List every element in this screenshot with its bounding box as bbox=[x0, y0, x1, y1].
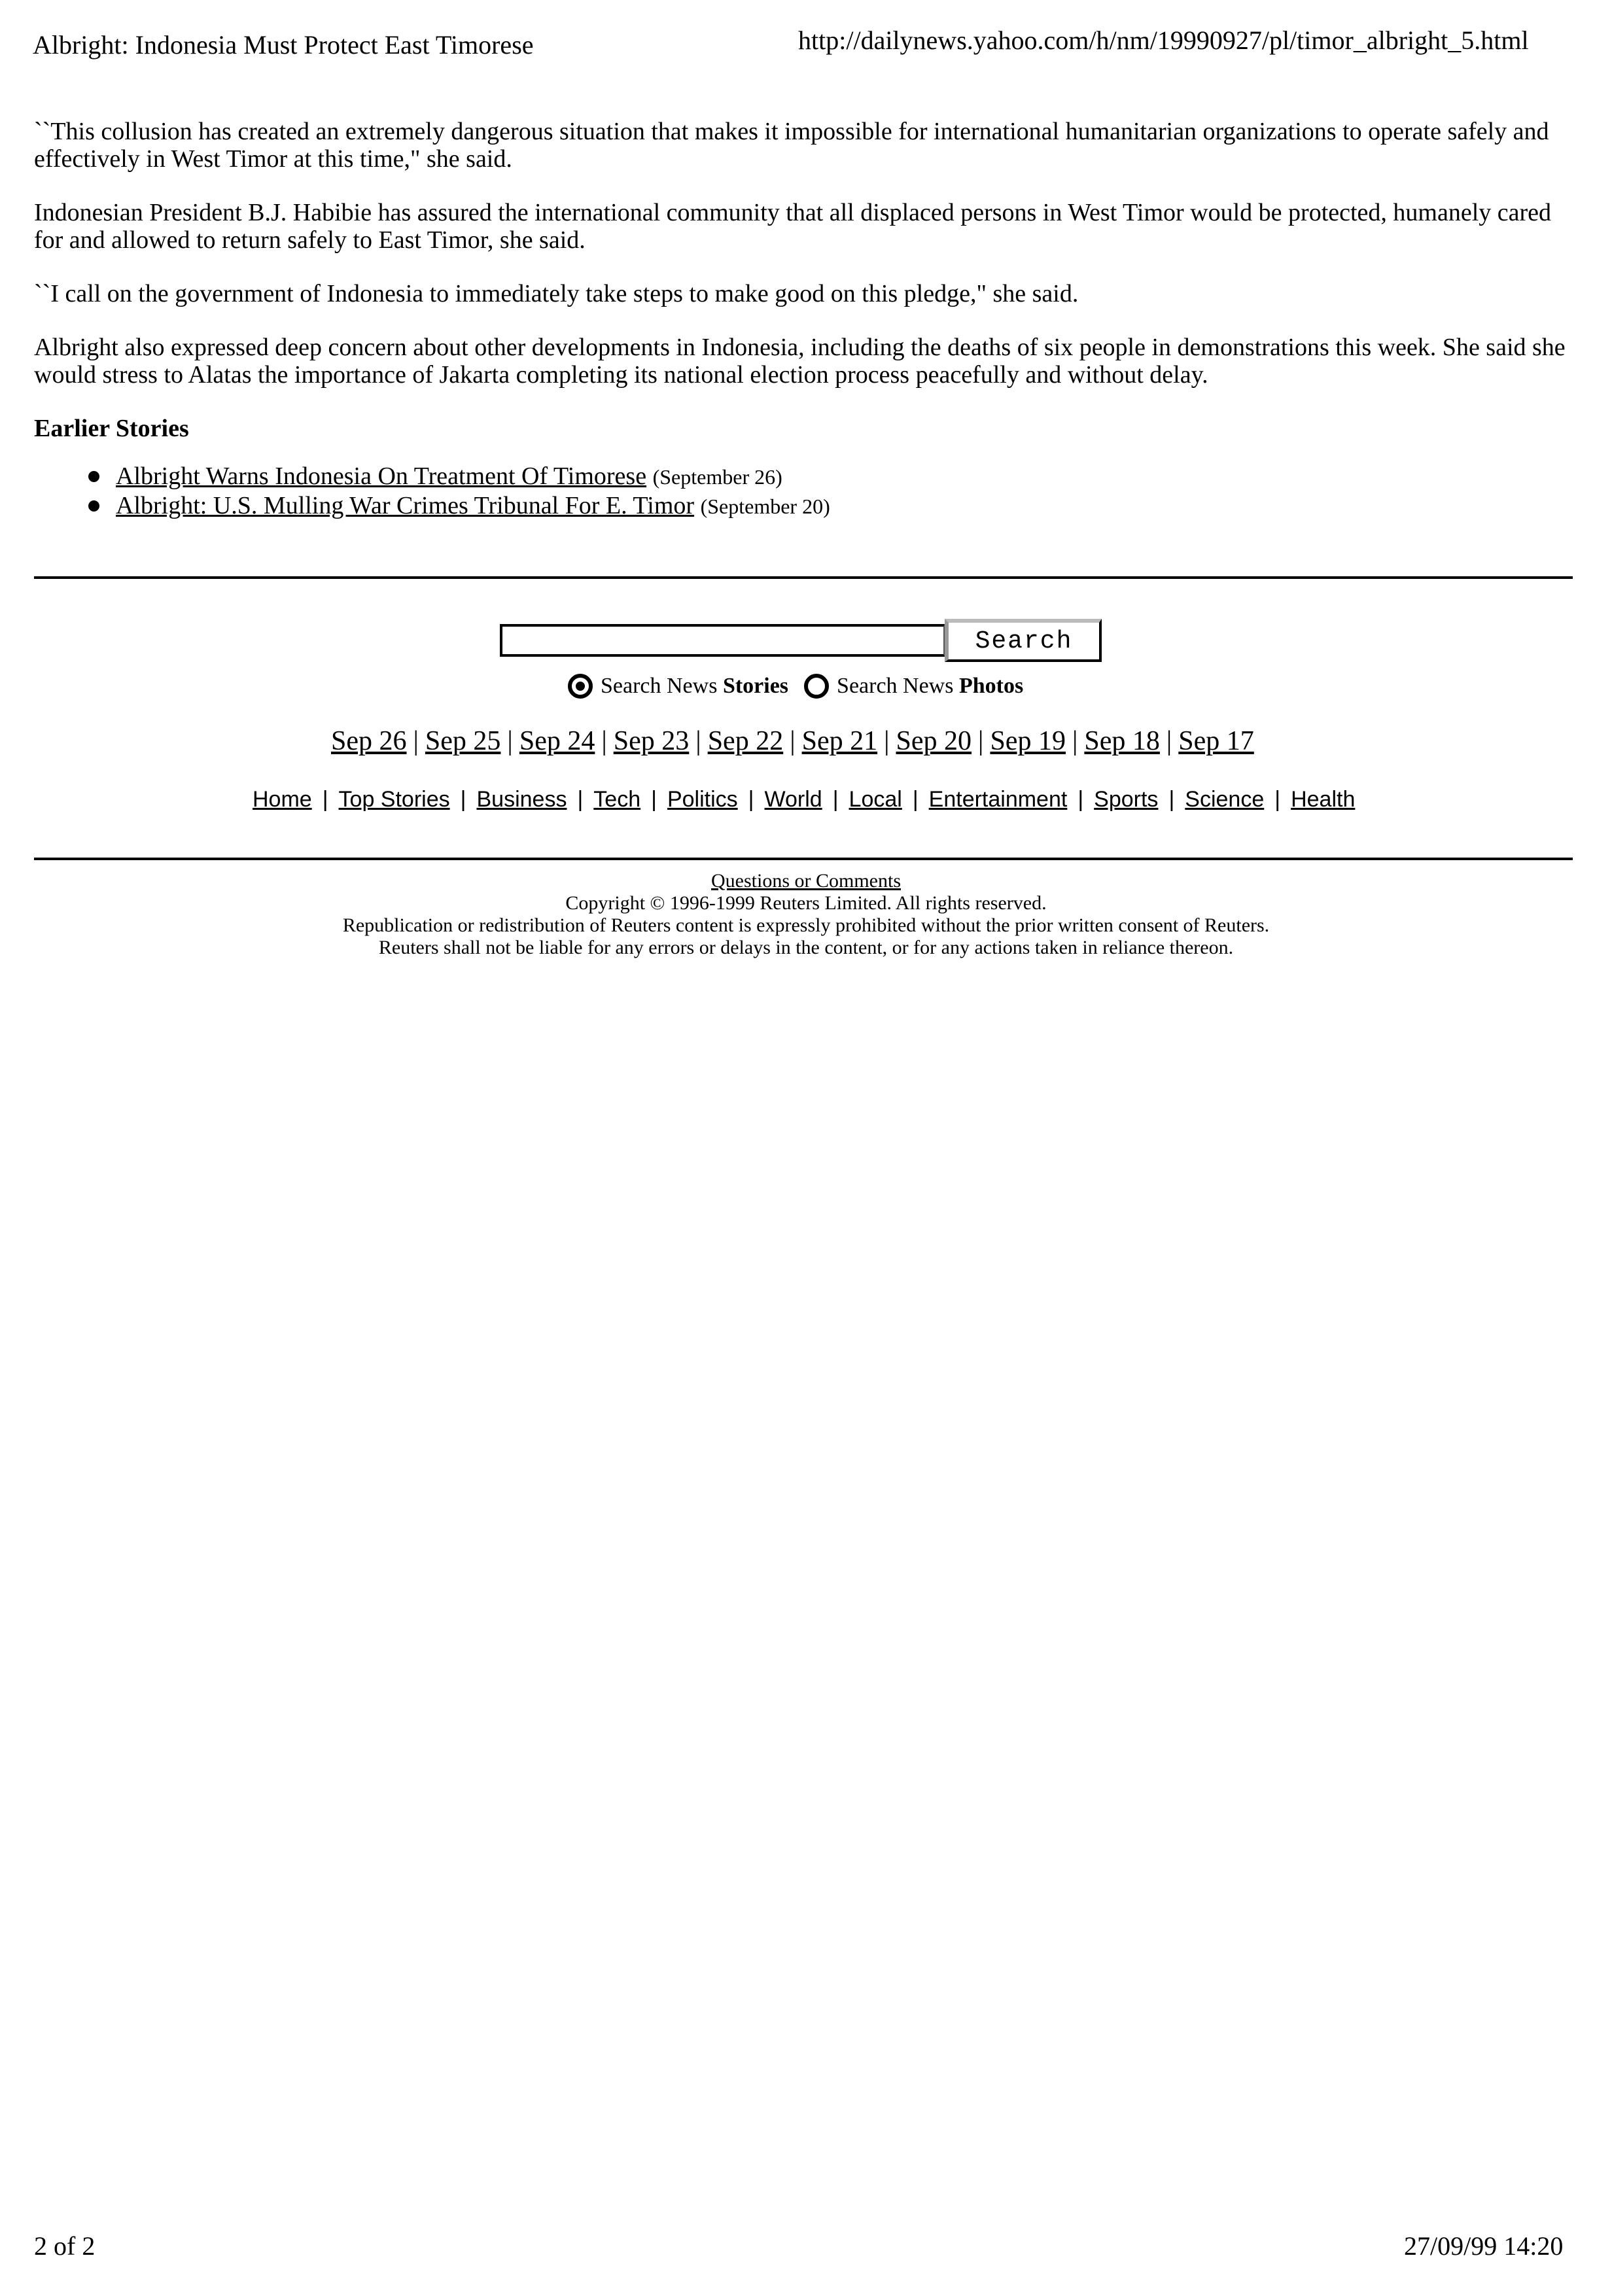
list-item bbox=[116, 462, 1578, 491]
republication-notice: Republication or redistribution of Reuters content is expressly prohibited without the prior written consent of Reuters. bbox=[342, 914, 1270, 936]
bullet-icon bbox=[88, 500, 99, 512]
search-input[interactable] bbox=[500, 624, 945, 657]
radio-label-stories: Search News Stories bbox=[601, 674, 789, 698]
story-date: (September 26) bbox=[652, 465, 782, 489]
separator: | bbox=[460, 787, 466, 812]
search-button[interactable]: Search bbox=[945, 619, 1102, 662]
nav-link-politics[interactable]: Politics bbox=[667, 787, 738, 812]
liability-notice: Reuters shall not be liable for any errors or delays in the content, or for any actions taken in reliance thereon. bbox=[378, 937, 1234, 958]
article-paragraph: ``I call on the government of Indonesia to immediately take steps to make good on this pledge," she said. bbox=[34, 280, 1079, 307]
date-link[interactable]: Sep 17 bbox=[1178, 726, 1254, 756]
nav-link-tech[interactable]: Tech bbox=[593, 787, 641, 812]
story-link[interactable]: Albright: U.S. Mulling War Crimes Tribunal For E. Timor bbox=[116, 492, 695, 519]
date-link[interactable]: Sep 21 bbox=[801, 726, 878, 756]
separator: | bbox=[1072, 726, 1078, 756]
separator: | bbox=[748, 787, 754, 812]
section-nav bbox=[253, 787, 1355, 812]
separator: | bbox=[601, 726, 607, 756]
print-page-number: 2 of 2 bbox=[34, 2231, 96, 2261]
print-header-title: Albright: Indonesia Must Protect East Timorese bbox=[33, 30, 534, 60]
separator: | bbox=[1274, 787, 1281, 812]
nav-link-local[interactable]: Local bbox=[849, 787, 902, 812]
nav-link-home[interactable]: Home bbox=[253, 787, 312, 812]
nav-link-world[interactable]: World bbox=[764, 787, 822, 812]
article-paragraph: Indonesian President B.J. Habibie has assured the international community that all displaced persons in West Timor would be protected, humanely cared for and allowed to return safely to East Timor, she said. bbox=[34, 199, 1552, 254]
separator: | bbox=[884, 726, 890, 756]
separator: | bbox=[322, 787, 328, 812]
date-archive-links bbox=[331, 725, 1254, 757]
nav-link-top-stories[interactable]: Top Stories bbox=[338, 787, 450, 812]
date-link[interactable]: Sep 19 bbox=[990, 726, 1066, 756]
earlier-stories-list bbox=[34, 462, 1578, 521]
story-date: (September 20) bbox=[700, 495, 830, 518]
questions-comments-link[interactable]: Questions or Comments bbox=[711, 870, 901, 892]
date-link[interactable]: Sep 25 bbox=[425, 726, 501, 756]
separator: | bbox=[832, 787, 839, 812]
article-paragraph: ``This collusion has created an extremely dangerous situation that makes it impossible for international humanitarian organizations to operate safely and effectively in West Timor at this time," she said. bbox=[34, 118, 1549, 173]
search-form bbox=[500, 619, 1102, 662]
divider bbox=[34, 576, 1573, 579]
separator: | bbox=[413, 726, 419, 756]
print-header-url: http://dailynews.yahoo.com/h/nm/19990927/pl/timor_albright_5.html bbox=[798, 26, 1529, 55]
date-link[interactable]: Sep 24 bbox=[519, 726, 595, 756]
divider bbox=[34, 858, 1573, 860]
nav-link-sports[interactable]: Sports bbox=[1094, 787, 1159, 812]
separator: | bbox=[507, 726, 513, 756]
nav-link-business[interactable]: Business bbox=[476, 787, 567, 812]
separator: | bbox=[978, 726, 984, 756]
date-link[interactable]: Sep 26 bbox=[331, 726, 407, 756]
bullet-icon bbox=[88, 471, 99, 482]
date-link[interactable]: Sep 22 bbox=[707, 726, 784, 756]
separator: | bbox=[790, 726, 796, 756]
article-body bbox=[34, 118, 1578, 521]
site-footer bbox=[0, 870, 1612, 959]
copyright-text: Copyright © 1996-1999 Reuters Limited. All rights reserved. bbox=[565, 892, 1047, 914]
story-link[interactable]: Albright Warns Indonesia On Treatment Of Timorese bbox=[116, 462, 647, 490]
date-link[interactable]: Sep 20 bbox=[896, 726, 972, 756]
separator: | bbox=[651, 787, 657, 812]
separator: | bbox=[912, 787, 919, 812]
separator: | bbox=[1168, 787, 1175, 812]
radio-label-photos: Search News Photos bbox=[837, 674, 1024, 698]
list-item bbox=[116, 491, 1578, 521]
earlier-stories-heading: Earlier Stories bbox=[34, 415, 189, 442]
separator: | bbox=[695, 726, 701, 756]
date-link[interactable]: Sep 23 bbox=[613, 726, 690, 756]
radio-search-photos[interactable] bbox=[804, 674, 829, 699]
print-timestamp: 27/09/99 14:20 bbox=[1404, 2231, 1564, 2261]
separator: | bbox=[577, 787, 584, 812]
radio-search-stories[interactable] bbox=[568, 674, 593, 699]
nav-link-entertainment[interactable]: Entertainment bbox=[928, 787, 1068, 812]
article-paragraph: Albright also expressed deep concern about other developments in Indonesia, including the deaths of six people in demonstrations this week. She said she would stress to Alatas the importance of Jakarta completing its national election process peacefully and without delay. bbox=[34, 334, 1566, 389]
nav-link-science[interactable]: Science bbox=[1185, 787, 1265, 812]
search-scope-options bbox=[568, 674, 1039, 699]
separator: | bbox=[1078, 787, 1084, 812]
nav-link-health[interactable]: Health bbox=[1291, 787, 1356, 812]
date-link[interactable]: Sep 18 bbox=[1084, 726, 1160, 756]
separator: | bbox=[1166, 726, 1172, 756]
